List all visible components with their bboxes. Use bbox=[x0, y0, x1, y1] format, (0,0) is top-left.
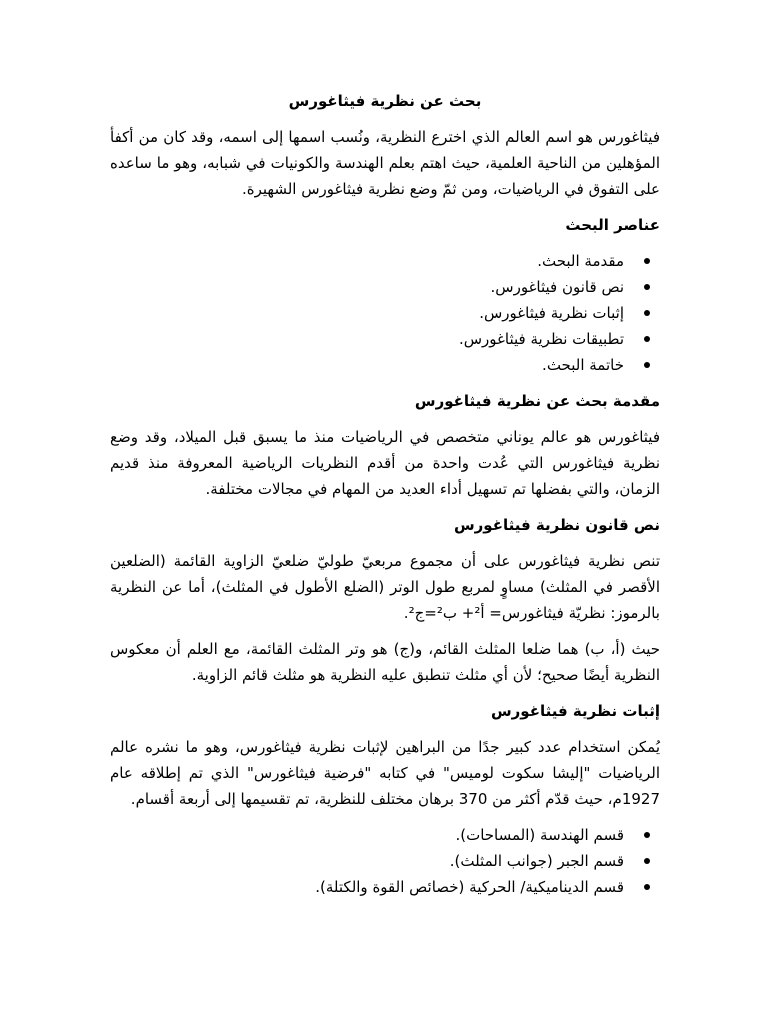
bullet-icon bbox=[644, 336, 650, 342]
list-item-text: قسم الديناميكية/ الحركية (خصائص القوة والكتلة). bbox=[315, 878, 624, 896]
law-paragraph-1: تنص نظرية فيثاغورس على أن مجموع مربعيّ طوليّ ضلعيّ الزاوية القائمة (الضلعين الأقصر في المثلث) مساوٍ لمربع طول الوتر (الضلع الأطول في المثلث)، أما عن النظرية بالرموز: نظريّة فيثاغورس= أ²+ ب²=ج². bbox=[110, 552, 660, 622]
bullet-icon bbox=[644, 832, 650, 838]
bullet-icon bbox=[644, 284, 650, 290]
list-item bbox=[110, 300, 624, 326]
elements-list bbox=[110, 248, 660, 378]
bullet-icon bbox=[644, 858, 650, 864]
law-paragraph-2: حيث (أ، ب) هما ضلعا المثلث القائم، و(ج) هو وتر المثلث القائمة، مع العلم أن معكوس النظرية أيضًا صحيح؛ لأن أي مثلث تنطبق عليه النظرية هو مثلث قائم الزاوية. bbox=[110, 640, 660, 684]
introduction-heading: مقدمة بحث عن نظرية فيثاغورس bbox=[414, 392, 660, 410]
intro-paragraph: فيثاغورس هو اسم العالم الذي اخترع النظرية، ونُسب اسمها إلى اسمه، وقد كان من أكفأ المؤهلين من الناحية العلمية، حيث اهتم بعلم الهندسة والكونيات في شبابه، وهو ما ساعده على التفوق في الرياضيات، ومن ثمّ وضع نظرية فيثاغورس الشهيرة. bbox=[110, 128, 660, 198]
bullet-icon bbox=[644, 884, 650, 890]
list-item bbox=[110, 822, 624, 848]
proof-heading: إثبات نظرية فيثاغورس bbox=[490, 702, 660, 720]
proof-sections-list bbox=[110, 822, 660, 900]
elements-heading: عناصر البحث bbox=[565, 216, 660, 234]
list-item bbox=[110, 874, 624, 900]
list-item-text: إثبات نظرية فيثاغورس. bbox=[479, 304, 624, 322]
bullet-icon bbox=[644, 362, 650, 368]
list-item-text: مقدمة البحث. bbox=[537, 252, 624, 270]
bullet-icon bbox=[644, 310, 650, 316]
law-heading: نص قانون نظرية فيثاغورس bbox=[453, 516, 660, 534]
list-item bbox=[110, 352, 624, 378]
proof-paragraph: يُمكن استخدام عدد كبير جدًا من البراهين لإثبات نظرية فيثاغورس، وهو ما نشره عالم الرياضيات "إليشا سكوت لوميس" في كتابه "فرضية فيثاغورس" الذي تم إطلاقه عام 1927م، حيث قدّم أكثر من 370 برهان مختلف للنظرية، تم تقسيمها إلى أربعة أقسام. bbox=[110, 738, 660, 808]
list-item-text: تطبيقات نظرية فيثاغورس. bbox=[458, 330, 624, 348]
document-page bbox=[110, 88, 660, 910]
list-item-text: قسم الجبر (جوانب المثلث). bbox=[449, 852, 624, 870]
list-item-text: قسم الهندسة (المساحات). bbox=[455, 826, 624, 844]
introduction-paragraph: فيثاغورس هو عالم يوناني متخصص في الرياضيات منذ ما يسبق قبل الميلاد، وقد وضع نظرية فيثاغورس التي عُدت واحدة من أقدم النظريات الرياضية المعروفة منذ قديم الزمان، والتي بفضلها تم تسهيل أداء العديد من المهام في مجالات مختلفة. bbox=[110, 428, 660, 498]
bullet-icon bbox=[644, 258, 650, 264]
list-item-text: خاتمة البحث. bbox=[542, 356, 624, 374]
list-item bbox=[110, 274, 624, 300]
list-item bbox=[110, 248, 624, 274]
document-title: بحث عن نظرية فيثاغورس bbox=[288, 92, 482, 110]
list-item bbox=[110, 326, 624, 352]
list-item-text: نص قانون فيثاغورس. bbox=[490, 278, 624, 296]
list-item bbox=[110, 848, 624, 874]
